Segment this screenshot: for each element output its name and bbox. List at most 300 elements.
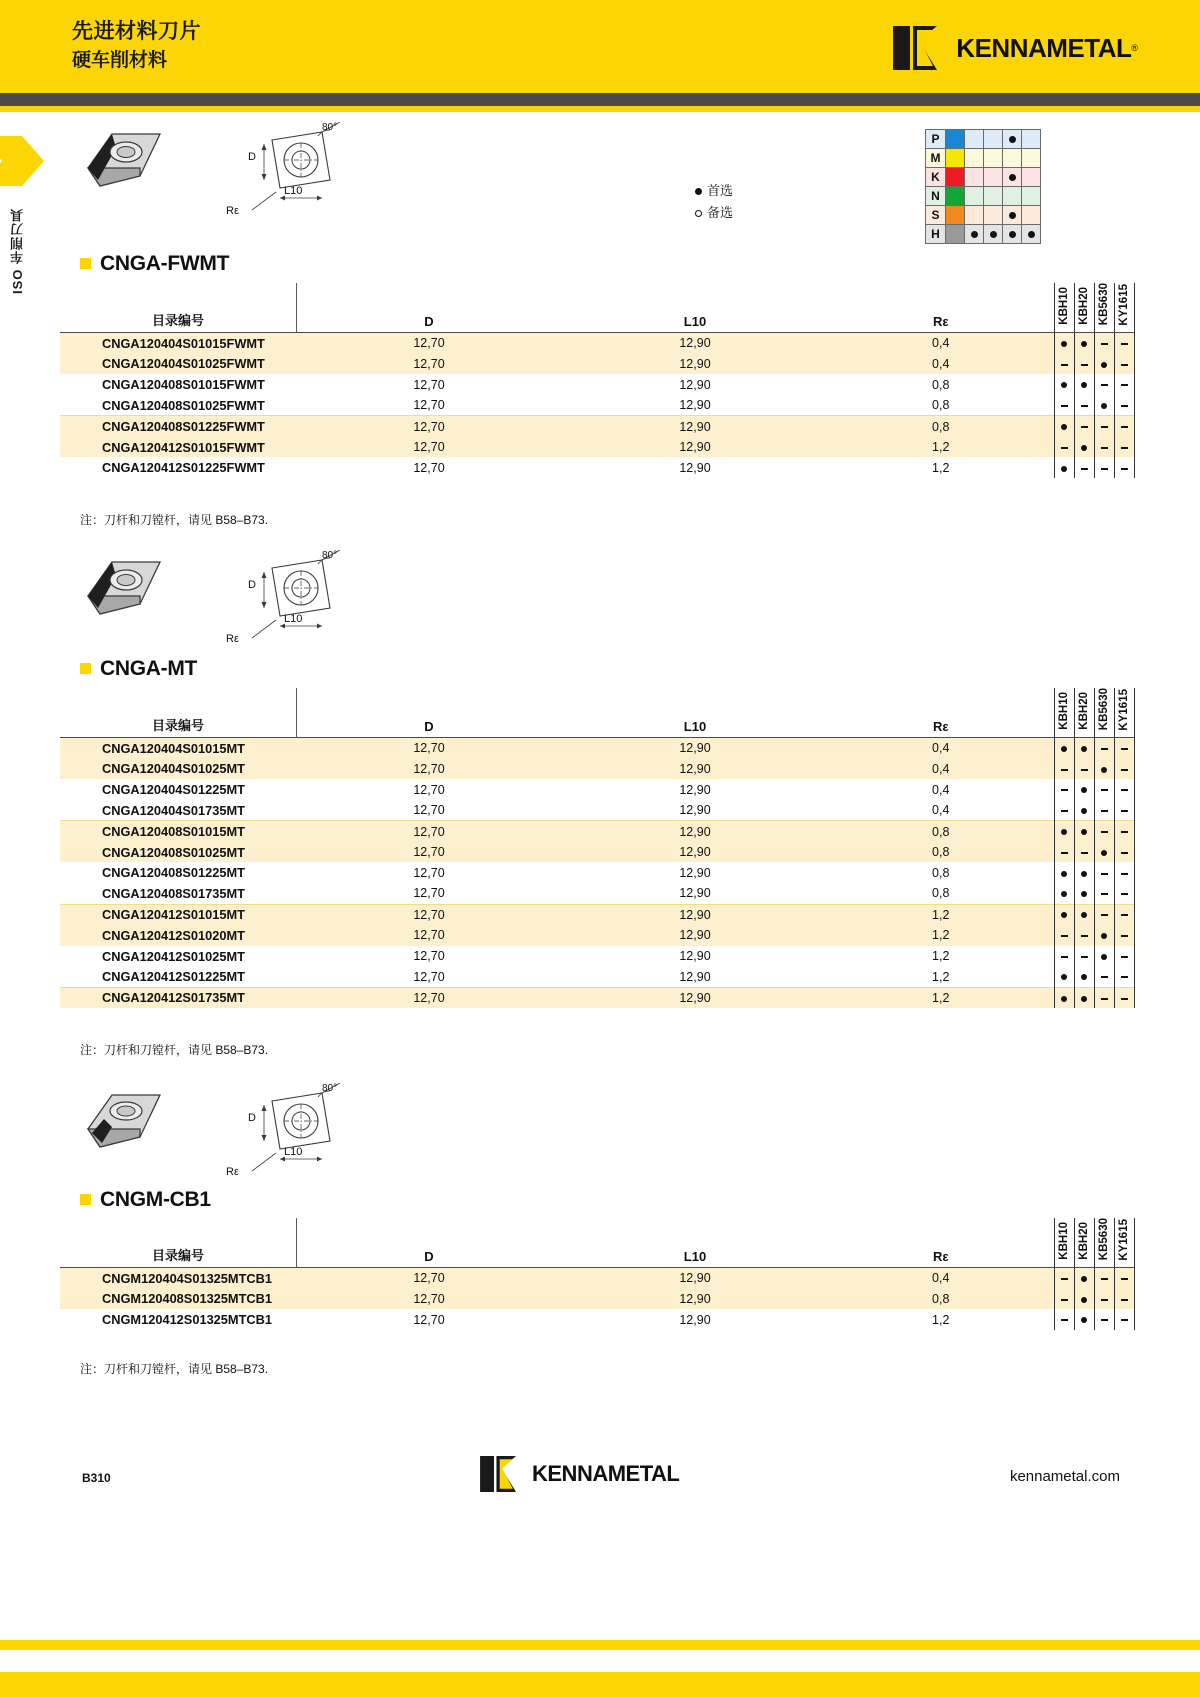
cell-d: 12,70 [413,886,445,901]
filled-dot-icon [1081,912,1087,918]
filled-dot-icon [1061,829,1067,835]
filled-dot-icon [1081,1317,1087,1323]
svg-text:D: D [248,151,256,163]
dash-icon [1101,1319,1108,1321]
cell-grade-KBH10 [1054,1309,1074,1330]
cell-grade-KB5630 [1094,966,1114,987]
products-table-2 [60,688,1135,1008]
cell-d: 12,70 [296,416,562,437]
cell-catalog-number[interactable]: CNGA120404S01735MT [102,802,245,818]
cell-l10: 12,90 [679,803,711,818]
side-tab [0,130,46,300]
iso-cell-k-KY1615 [1022,168,1041,187]
dash-icon [1121,748,1128,750]
iso-group-p: P [926,130,946,149]
filled-dot-icon [1061,466,1067,472]
cell-l10: 12,90 [562,416,828,437]
cell-re: 1,2 [828,987,1054,1008]
cell-d: 12,70 [413,460,445,475]
table-row [60,437,1134,458]
kennametal-mark-icon [893,26,949,70]
page-number: B310 [82,1471,111,1485]
cell-catalog-number[interactable]: CNGA120404S01015FWMT [60,333,296,354]
cell-d: 12,70 [296,842,562,863]
cell-re: 0,4 [932,782,950,797]
cell-l10: 12,90 [562,1268,828,1289]
iso-cell-n-KB5630 [1003,187,1022,206]
iso-group-k: K [926,168,946,187]
table-header-row [60,688,1134,738]
cell-catalog-number[interactable]: CNGA120404S01015MT [60,738,296,759]
dash-icon [1101,810,1108,812]
dash-icon [1121,1319,1128,1321]
filled-dot-icon [1081,382,1087,388]
dash-icon [1121,852,1128,854]
table-row [60,1289,1134,1310]
page-title: 先进材料刀片 [72,20,201,43]
cell-grade-KBH20 [1074,779,1094,800]
dash-icon [1061,789,1068,791]
iso-cell-h-KBH10 [965,225,984,244]
cell-grade-KBH10 [1054,354,1074,375]
svg-text:Rε: Rε [226,633,239,645]
iso-cell-k-KBH20 [984,168,1003,187]
grade-label: KBH10 [1058,692,1070,731]
cell-d: 12,70 [296,759,562,780]
filled-dot-icon [1101,767,1107,773]
header-yellow-bar [0,106,1200,112]
dash-icon [1121,873,1128,875]
insert-3d-drawing-3 [78,1085,170,1162]
grade-label: KB5630 [1098,283,1110,326]
dash-icon [1101,1278,1108,1280]
cell-grade-KBH10 [1054,821,1074,842]
cell-l10: 12,90 [679,949,711,964]
table-row [60,946,1134,967]
iso-color-swatch [946,225,965,244]
table-row [60,821,1134,842]
iso-matrix-row [926,149,1041,168]
cell-d: 12,70 [413,782,445,797]
dash-icon [1121,976,1128,978]
dash-icon [1061,1299,1068,1301]
filled-dot-icon [1009,174,1016,181]
col-header-re: Rε [828,688,1054,738]
cell-grade-KB5630 [1094,862,1114,883]
col-header-grade-KBH20 [1074,688,1094,738]
grade-label: KB5630 [1098,688,1110,731]
cell-grade-KBH20 [1074,395,1094,416]
iso-cell-p-KBH20 [984,130,1003,149]
table-row [60,738,1134,759]
iso-cell-p-KBH10 [965,130,984,149]
cell-grade-KB5630 [1094,1309,1114,1330]
cell-d: 12,70 [413,969,445,984]
cell-grade-KY1615 [1114,738,1134,759]
dash-icon [1121,810,1128,812]
cell-catalog-number[interactable]: CNGA120408S01225MT [102,865,245,881]
insert-3d-drawing-2 [78,552,170,629]
cell-grade-KBH20 [1074,738,1094,759]
cell-re: 0,4 [828,738,1054,759]
dash-icon [1101,1299,1108,1301]
iso-cell-s-KB5630 [1003,206,1022,225]
cell-d: 12,70 [413,1312,445,1327]
filled-dot-icon [1028,231,1035,238]
filled-dot-icon [1081,891,1087,897]
cell-grade-KBH20 [1074,904,1094,925]
table-row [60,925,1134,946]
cell-l10: 12,90 [562,904,828,925]
cell-d: 12,70 [296,437,562,458]
cell-l10: 12,90 [679,886,711,901]
cell-catalog-number[interactable]: CNGA120404S01025MT [60,759,296,780]
cell-l10: 12,90 [679,377,711,392]
cell-grade-KB5630 [1094,333,1114,354]
dash-icon [1081,468,1088,470]
grade-label: KBH10 [1058,1222,1070,1261]
iso-color-swatch [946,168,965,187]
cell-catalog-number[interactable]: CNGA120412S01015FWMT [60,437,296,458]
cell-grade-KY1615 [1114,800,1134,821]
cell-grade-KB5630 [1094,987,1114,1008]
filled-dot-icon [1081,974,1087,980]
cell-grade-KY1615 [1114,779,1134,800]
dash-icon [1121,1278,1128,1280]
cell-grade-KBH20 [1074,1268,1094,1289]
cell-catalog-number[interactable]: CNGM120404S01325MTCB1 [60,1268,296,1289]
cell-catalog-number[interactable]: CNGA120408S01735MT [102,885,245,901]
cell-catalog-number[interactable]: CNGM120408S01325MTCB1 [60,1289,296,1310]
cell-catalog-number[interactable]: CNGA120404S01025FWMT [60,354,296,375]
cell-grade-KY1615 [1114,904,1134,925]
footer-white-gap [0,1650,1200,1672]
filled-dot-icon [1081,341,1087,347]
cell-grade-KBH20 [1074,759,1094,780]
cell-re: 1,2 [828,925,1054,946]
dash-icon [1121,405,1128,407]
cell-grade-KY1615 [1114,946,1134,967]
grade-label: KBH20 [1078,1222,1090,1261]
section-note-3 [80,1360,268,1377]
cell-grade-KBH10 [1054,966,1074,987]
cell-l10: 12,90 [562,1289,828,1310]
filled-dot-icon [990,231,997,238]
cell-grade-KBH20 [1074,883,1094,904]
footer-yellow-bar-2 [0,1672,1200,1697]
dash-icon [1061,405,1068,407]
grade-label: KBH20 [1078,287,1090,326]
iso-cell-p-KY1615 [1022,130,1041,149]
filled-dot-icon [1081,996,1087,1002]
cell-grade-KBH10 [1054,437,1074,458]
col-header-d: D [296,688,562,738]
cell-catalog-number[interactable]: CNGA120412S01020MT [60,925,296,946]
dash-icon [1061,447,1068,449]
dash-icon [1121,956,1128,958]
page-subtitle: 硬车削材料 [72,50,168,71]
filled-dot-icon [1101,362,1107,368]
cell-catalog-number[interactable]: CNGA120408S01225FWMT [60,416,296,437]
cell-grade-KBH10 [1054,416,1074,437]
cell-grade-KY1615 [1114,759,1134,780]
cell-grade-KB5630 [1094,946,1114,967]
filled-dot-icon [1101,850,1107,856]
filled-dot-icon [1081,829,1087,835]
cell-catalog-number[interactable]: CNGA120404S01225MT [102,782,245,798]
filled-dot-icon [1101,954,1107,960]
filled-dot-icon [1061,382,1067,388]
iso-cell-m-KY1615 [1022,149,1041,168]
cell-grade-KY1615 [1114,821,1134,842]
dash-icon [1121,998,1128,1000]
dash-icon [1121,426,1128,428]
open-dot-icon [695,210,702,217]
cell-d: 12,70 [413,377,445,392]
cell-catalog-number[interactable]: CNGA120408S01025MT [60,842,296,863]
cell-grade-KBH20 [1074,842,1094,863]
cell-l10: 12,90 [562,987,828,1008]
col-header-grade-KBH10 [1054,283,1074,333]
cell-catalog-number[interactable]: CNGA120412S01735MT [60,987,296,1008]
dash-icon [1121,1299,1128,1301]
grade-label: KY1615 [1118,688,1130,731]
cell-catalog-number[interactable]: CNGA120412S01015MT [60,904,296,925]
table-row [60,966,1134,987]
svg-text:L10: L10 [284,185,303,197]
footer-logo [480,1456,679,1492]
cell-grade-KB5630 [1094,800,1114,821]
cell-grade-KY1615 [1114,416,1134,437]
col-header-grade-KBH20 [1074,283,1094,333]
cell-d: 12,70 [296,904,562,925]
iso-cell-h-KB5630 [1003,225,1022,244]
table-row [60,416,1134,437]
cell-grade-KB5630 [1094,779,1114,800]
iso-cell-h-KY1615 [1022,225,1041,244]
dash-icon [1101,748,1108,750]
cell-re: 1,2 [932,1312,950,1327]
section-note-1-text: 注：刀杆和刀镗杆，请见 B58–B73. [80,513,269,527]
cell-grade-KBH10 [1054,1268,1074,1289]
dash-icon [1121,384,1128,386]
iso-matrix-row [926,168,1041,187]
col-header-re: Rε [828,1218,1054,1268]
cell-grade-KBH20 [1074,966,1094,987]
cell-grade-KB5630 [1094,738,1114,759]
col-header-grade-KB5630 [1094,688,1114,738]
cell-catalog-number[interactable]: CNGA120412S01225MT [102,969,245,985]
cell-grade-KBH10 [1054,883,1074,904]
iso-cell-n-KY1615 [1022,187,1041,206]
chevron-right-icon [0,130,46,192]
section-title-3: CNGM-CB1 [100,1188,211,1211]
filled-dot-icon [1009,212,1016,219]
col-header-grade-KY1615 [1114,688,1134,738]
cell-grade-KBH10 [1054,457,1074,478]
cell-grade-KBH10 [1054,946,1074,967]
cell-catalog-number[interactable]: CNGA120408S01015MT [60,821,296,842]
svg-text:L10: L10 [284,613,303,625]
table-row [60,457,1134,478]
cell-grade-KY1615 [1114,925,1134,946]
iso-cell-n-KBH20 [984,187,1003,206]
cell-re: 0,8 [828,1289,1054,1310]
cell-grade-KBH10 [1054,374,1074,395]
cell-re: 1,2 [932,969,950,984]
dash-icon [1101,976,1108,978]
iso-group-s: S [926,206,946,225]
cell-catalog-number[interactable]: CNGA120408S01015FWMT [102,377,265,393]
cell-d: 12,70 [296,821,562,842]
cell-grade-KBH10 [1054,333,1074,354]
filled-dot-icon [1061,974,1067,980]
cell-re: 0,8 [932,398,950,413]
col-header-grade-KY1615 [1114,1218,1134,1268]
cell-grade-KY1615 [1114,395,1134,416]
dash-icon [1121,468,1128,470]
cell-grade-KB5630 [1094,883,1114,904]
cell-grade-KBH10 [1054,862,1074,883]
iso-cell-m-KB5630 [1003,149,1022,168]
filled-dot-icon [1061,996,1067,1002]
cell-re: 1,2 [828,437,1054,458]
cell-l10: 12,90 [562,821,828,842]
cell-re: 0,4 [828,1268,1054,1289]
filled-dot-icon [1081,1297,1087,1303]
cell-re: 0,4 [828,333,1054,354]
cell-d: 12,70 [413,949,445,964]
kennametal-wordmark: KENNAMETAL [956,32,1132,63]
section-bullet-2 [80,663,91,674]
legend-alternate [695,202,733,224]
cell-grade-KBH20 [1074,457,1094,478]
cell-grade-KB5630 [1094,925,1114,946]
cell-l10: 12,90 [562,925,828,946]
cell-grade-KY1615 [1114,966,1134,987]
section-title-2: CNGA-MT [100,657,198,680]
dash-icon [1121,893,1128,895]
cell-catalog-number[interactable]: CNGA120412S01025MT [102,948,245,964]
grade-label: KY1615 [1118,283,1130,326]
cell-re: 0,8 [828,842,1054,863]
col-header-re: Rε [828,283,1054,333]
dash-icon [1101,468,1108,470]
cell-grade-KBH20 [1074,821,1094,842]
cell-l10: 12,90 [562,354,828,375]
cell-re: 0,4 [932,803,950,818]
cell-catalog-number[interactable]: CNGA120408S01025FWMT [102,397,265,413]
cell-grade-KB5630 [1094,759,1114,780]
section-title-1: CNGA-FWMT [100,252,230,275]
cell-grade-KB5630 [1094,1268,1114,1289]
cell-l10: 12,90 [562,437,828,458]
filled-dot-icon [1009,231,1016,238]
table-row [60,862,1134,883]
filled-dot-icon [695,188,702,195]
cell-l10: 12,90 [679,969,711,984]
cell-l10: 12,90 [562,738,828,759]
cell-d: 12,70 [413,398,445,413]
dash-icon [1061,852,1068,854]
iso-group-n: N [926,187,946,206]
dash-icon [1101,893,1108,895]
svg-text:80°: 80° [322,122,338,133]
table-header-row [60,283,1134,333]
col-header-grade-KBH10 [1054,1218,1074,1268]
cell-grade-KY1615 [1114,1289,1134,1310]
cell-grade-KBH10 [1054,779,1074,800]
cell-grade-KY1615 [1114,354,1134,375]
filled-dot-icon [1101,933,1107,939]
cell-catalog-number[interactable]: CNGM120412S01325MTCB1 [102,1312,272,1328]
col-header-grade-KB5630 [1094,1218,1114,1268]
iso-cell-k-KB5630 [1003,168,1022,187]
dash-icon [1121,769,1128,771]
cell-catalog-number[interactable]: CNGA120412S01225FWMT [102,460,265,476]
cell-d: 12,70 [296,354,562,375]
cell-d: 12,70 [296,738,562,759]
svg-text:Rε: Rε [226,205,239,217]
filled-dot-icon [1081,746,1087,752]
cell-d: 12,70 [296,1268,562,1289]
cell-grade-KY1615 [1114,842,1134,863]
cell-grade-KB5630 [1094,374,1114,395]
iso-cell-s-KY1615 [1022,206,1041,225]
iso-matrix-row [926,206,1041,225]
footer-url[interactable]: kennametal.com [1009,1468,1120,1485]
grade-label: KY1615 [1118,1218,1130,1261]
iso-group-h: H [926,225,946,244]
table-row [60,1268,1134,1289]
grade-label: KBH10 [1058,287,1070,326]
cell-re: 0,4 [828,759,1054,780]
cell-grade-KBH10 [1054,987,1074,1008]
cell-grade-KBH20 [1074,333,1094,354]
col-header-l10: L10 [562,688,828,738]
side-tab-label: ISO 车削刀具 [10,208,25,295]
cell-l10: 12,90 [562,333,828,354]
dash-icon [1101,447,1108,449]
legend-alternate-label: 备选 [707,205,734,220]
iso-matrix-row [926,187,1041,206]
filled-dot-icon [1081,808,1087,814]
iso-cell-p-KB5630 [1003,130,1022,149]
dash-icon [1121,914,1128,916]
dash-icon [1081,426,1088,428]
iso-matrix-row [926,130,1041,149]
cell-grade-KY1615 [1114,457,1134,478]
col-header-code: 目录编号 [60,1218,296,1268]
cell-re: 0,8 [932,886,950,901]
dash-icon [1121,935,1128,937]
iso-color-swatch [946,206,965,225]
cell-d: 12,70 [296,333,562,354]
table-row [60,800,1134,821]
filled-dot-icon [1061,746,1067,752]
col-header-grade-KBH10 [1054,688,1074,738]
products-table-3 [60,1218,1135,1330]
cell-d: 12,70 [296,925,562,946]
iso-cell-h-KBH20 [984,225,1003,244]
cell-re: 0,8 [932,377,950,392]
cell-d: 12,70 [296,1289,562,1310]
cell-grade-KBH20 [1074,1289,1094,1310]
cell-grade-KB5630 [1094,1289,1114,1310]
iso-cell-s-KBH10 [965,206,984,225]
dash-icon [1061,956,1068,958]
insert-3d-drawing-1 [78,124,170,201]
